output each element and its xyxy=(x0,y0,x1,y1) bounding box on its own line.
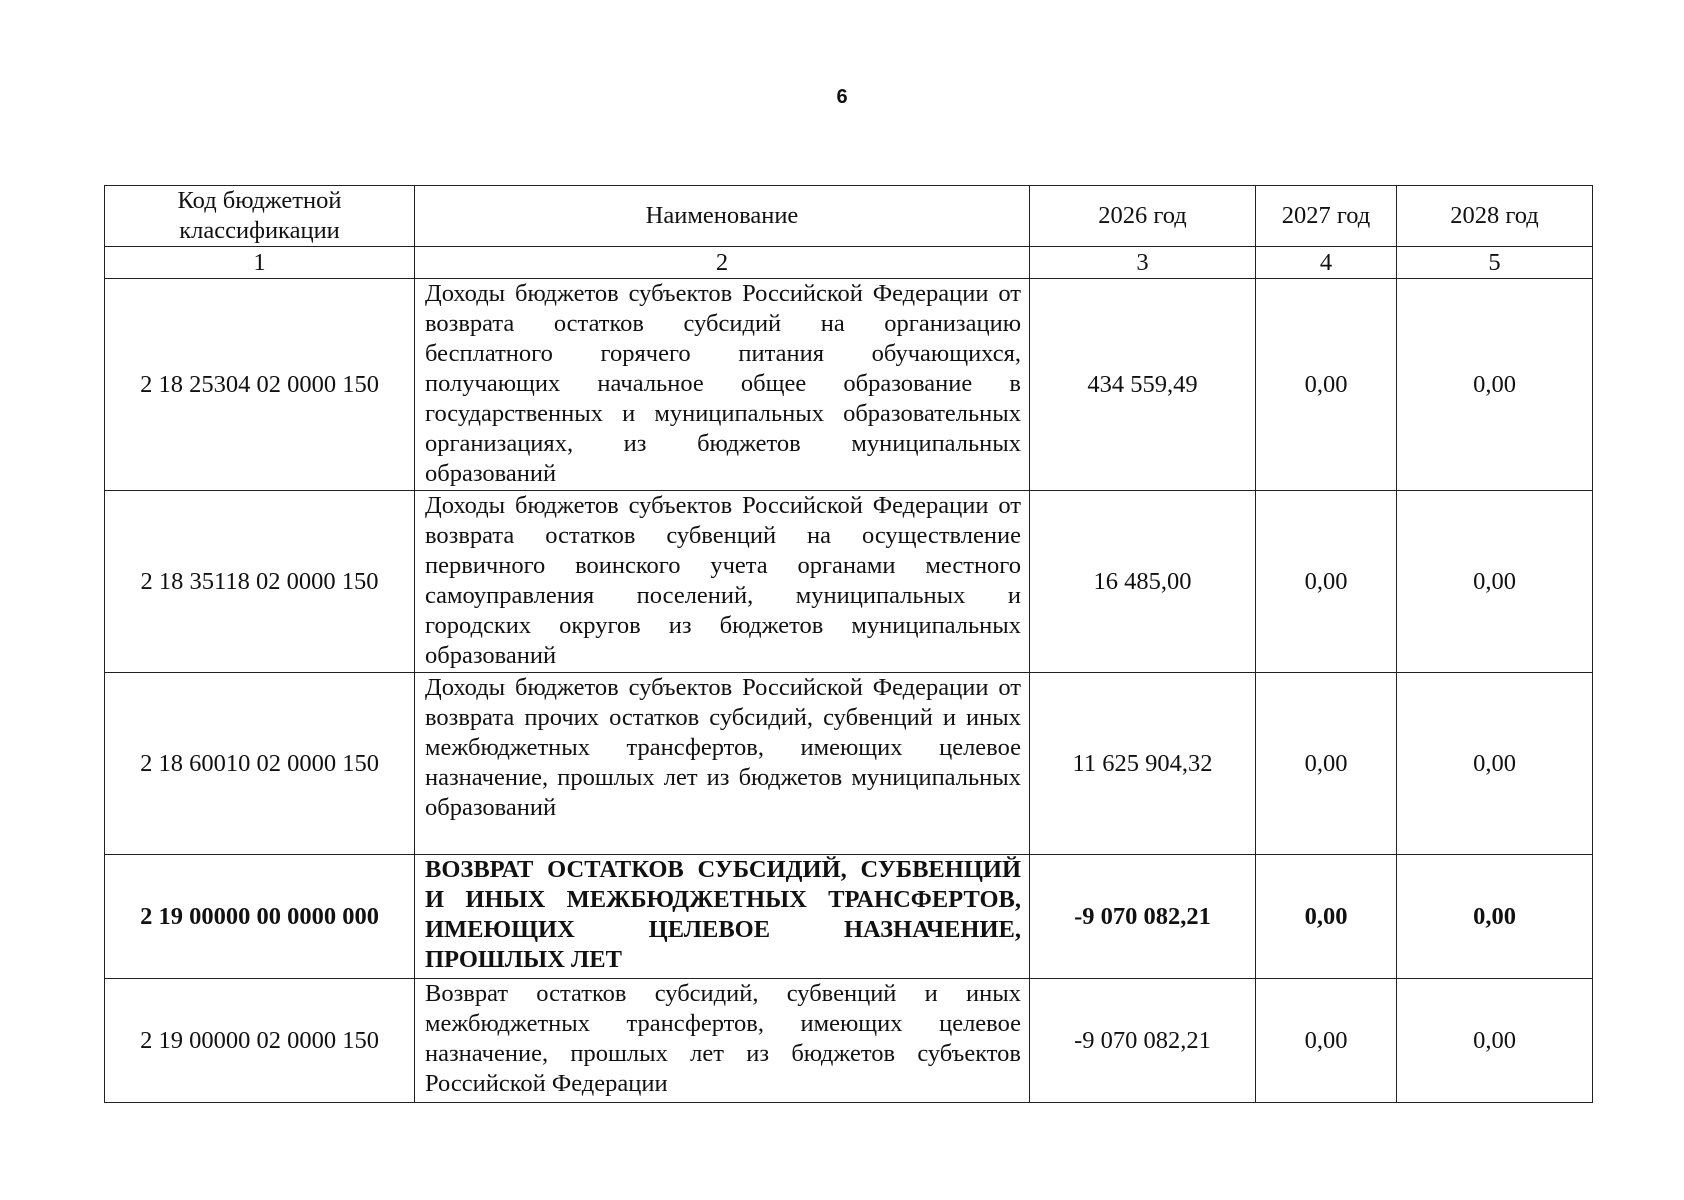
column-number: 5 xyxy=(1397,247,1593,279)
value-2027: 0,00 xyxy=(1256,673,1397,855)
item-name: ВОЗВРАТ ОСТАТКОВ СУБСИДИЙ, СУБВЕНЦИЙ И ИНЫХ МЕЖБЮДЖЕТНЫХ ТРАНСФЕРТОВ, ИМЕЮЩИХ ЦЕЛЕВОЕ НАЗНАЧЕНИЕ, ПРОШЛЫХ ЛЕТ xyxy=(415,855,1030,979)
budget-table xyxy=(104,185,1593,1103)
value-2028: 0,00 xyxy=(1397,491,1593,673)
value-2026: -9 070 082,21 xyxy=(1030,979,1256,1103)
value-2028: 0,00 xyxy=(1397,673,1593,855)
budget-code: 2 19 00000 00 0000 000 xyxy=(105,855,415,979)
value-2028: 0,00 xyxy=(1397,855,1593,979)
column-number: 2 xyxy=(415,247,1030,279)
header-code: Код бюджетной классификации xyxy=(105,186,415,247)
header-2027: 2027 год xyxy=(1256,186,1397,247)
budget-code: 2 18 60010 02 0000 150 xyxy=(105,673,415,855)
value-2026: 16 485,00 xyxy=(1030,491,1256,673)
value-2026: 434 559,49 xyxy=(1030,279,1256,491)
column-number-row xyxy=(105,247,1593,279)
table-row-total xyxy=(105,855,1593,979)
item-name: Возврат остатков субсидий, субвенций и иных межбюджетных трансфертов, имеющих целевое назначение, прошлых лет из бюджетов субъектов Российской Федерации xyxy=(415,979,1030,1103)
table-header-row xyxy=(105,186,1593,247)
value-2027: 0,00 xyxy=(1256,279,1397,491)
value-2027: 0,00 xyxy=(1256,979,1397,1103)
table-row xyxy=(105,279,1593,491)
header-name: Наименование xyxy=(415,186,1030,247)
value-2026: 11 625 904,32 xyxy=(1030,673,1256,855)
page-number: 6 xyxy=(836,86,848,108)
table-row xyxy=(105,491,1593,673)
table-row xyxy=(105,979,1593,1103)
column-number: 1 xyxy=(105,247,415,279)
item-name: Доходы бюджетов субъектов Российской Федерации от возврата прочих остатков субсидий, субвенций и иных межбюджетных трансфертов, имеющих целевое назначение, прошлых лет из бюджетов муниципальных образований xyxy=(415,673,1030,855)
budget-code: 2 18 25304 02 0000 150 xyxy=(105,279,415,491)
value-2028: 0,00 xyxy=(1397,979,1593,1103)
value-2028: 0,00 xyxy=(1397,279,1593,491)
item-name: Доходы бюджетов субъектов Российской Федерации от возврата остатков субсидий на организацию бесплатного горячего питания обучающихся, получающих начальное общее образование в государственных и муниципальных образовательных организациях, из бюджетов муниципальных образований xyxy=(415,279,1030,491)
header-2028: 2028 год xyxy=(1397,186,1593,247)
budget-code: 2 19 00000 02 0000 150 xyxy=(105,979,415,1103)
budget-code: 2 18 35118 02 0000 150 xyxy=(105,491,415,673)
column-number: 3 xyxy=(1030,247,1256,279)
value-2027: 0,00 xyxy=(1256,491,1397,673)
column-number: 4 xyxy=(1256,247,1397,279)
table-row xyxy=(105,673,1593,855)
value-2027: 0,00 xyxy=(1256,855,1397,979)
header-2026: 2026 год xyxy=(1030,186,1256,247)
value-2026: -9 070 082,21 xyxy=(1030,855,1256,979)
item-name: Доходы бюджетов субъектов Российской Федерации от возврата остатков субвенций на осуществление первичного воинского учета органами местного самоуправления поселений, муниципальных и городских округов из бюджетов муниципальных образований xyxy=(415,491,1030,673)
